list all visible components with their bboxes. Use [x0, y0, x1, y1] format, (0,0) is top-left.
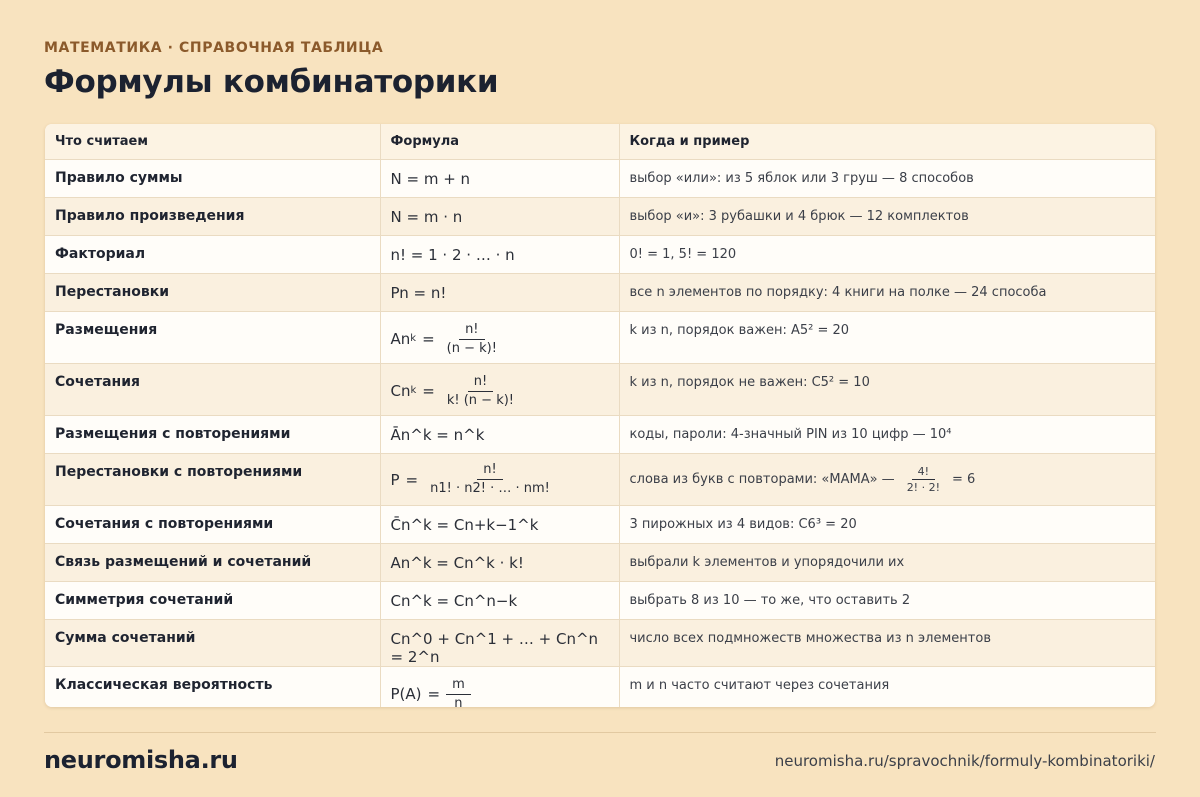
- formula-fraction: [441, 374, 520, 408]
- row-formula: Ān^k = n^k: [380, 416, 619, 454]
- formula-lhs-sup: k: [410, 333, 417, 345]
- row-formula: Cn^0 + Cn^1 + … + Cn^n = 2^n: [380, 620, 619, 667]
- formulas-table: [45, 124, 1155, 707]
- row-example: число всех подмножеств множества из n элементов: [619, 620, 1155, 667]
- row-name: Сумма сочетаний: [45, 620, 380, 667]
- table-header-row: [45, 124, 1155, 160]
- fraction-denominator: 2! · 2!: [906, 481, 940, 494]
- eyebrow-label: МАТЕМАТИКА · СПРАВОЧНАЯ ТАБЛИЦА: [44, 40, 384, 56]
- fraction-numerator: 4!: [912, 465, 935, 480]
- formula-lhs: Cn: [390, 382, 411, 401]
- row-name: Размещения с повторениями: [45, 416, 380, 454]
- row-formula: N = m + n: [380, 160, 619, 198]
- formula-fraction: [441, 322, 503, 356]
- row-name: Перестановки: [45, 274, 380, 312]
- table-row: [45, 454, 1155, 506]
- row-formula: Cn^k = Cn^n−k: [380, 582, 619, 620]
- table-row: [45, 544, 1155, 582]
- row-example: выбрать 8 из 10 — то же, что оставить 2: [619, 582, 1155, 620]
- row-formula: Cn k = $\frac{n!}{k! (n - k)!}$: [380, 364, 619, 416]
- table-row: [45, 364, 1155, 416]
- fraction-denominator: (n − k)!: [446, 340, 497, 356]
- table-row: [45, 667, 1155, 708]
- row-name: Сочетания: [45, 364, 380, 416]
- table-row: [45, 236, 1155, 274]
- fraction-numerator: n!: [459, 322, 484, 340]
- row-name: Факториал: [45, 236, 380, 274]
- table-row: [45, 416, 1155, 454]
- column-header-what: Что считаем: [45, 124, 380, 160]
- footer-divider: [44, 732, 1156, 733]
- row-example: k из n, порядок не важен: C5² = 10: [619, 364, 1155, 416]
- row-example: коды, пароли: 4-значный PIN из 10 цифр — 10⁴: [619, 416, 1155, 454]
- fraction-denominator: n1! · n2! · … · nm!: [430, 481, 550, 496]
- row-name: Симметрия сочетаний: [45, 582, 380, 620]
- fraction-denominator: n: [454, 695, 463, 707]
- table-row: [45, 198, 1155, 236]
- row-example: все n элементов по порядку: 4 книги на полке — 24 способа: [619, 274, 1155, 312]
- row-name: Правило произведения: [45, 198, 380, 236]
- row-formula: P = $\frac{n!}{n1! \cdot n2! \cdot \dots \cdot nm!}$: [380, 454, 619, 506]
- formula-lhs: An: [390, 330, 411, 349]
- example-text: слова из букв с повторами: «МАМА» —: [629, 471, 895, 487]
- column-header-formula: Формула: [380, 124, 619, 160]
- formula-lhs: P: [390, 470, 400, 489]
- formula-lhs-sup: k: [410, 385, 417, 397]
- row-example: выбор «и»: 3 рубашки и 4 брюк — 12 комплектов: [619, 198, 1155, 236]
- row-formula: An k = $\frac{n!}{(n - k)!}$: [380, 312, 619, 364]
- fraction-numerator: n!: [477, 462, 502, 480]
- fraction-denominator: k! (n − k)!: [446, 392, 515, 408]
- row-example: 3 пирожных из 4 видов: C6³ = 20: [619, 506, 1155, 544]
- table-row: [45, 506, 1155, 544]
- row-formula: Pn = n!: [380, 274, 619, 312]
- column-header-when: Когда и пример: [619, 124, 1155, 160]
- row-formula: N = m · n: [380, 198, 619, 236]
- footer-url[interactable]: neuromisha.ru/spravochnik/formuly-kombinatoriki/: [774, 752, 1155, 770]
- row-example: выбор «или»: из 5 яблок или 3 груш — 8 способов: [619, 160, 1155, 198]
- row-formula: C̄n^k = Cn+k−1^k: [380, 506, 619, 544]
- fraction-numerator: m: [446, 677, 471, 695]
- row-example: выбрали k элементов и упорядочили их: [619, 544, 1155, 582]
- fraction-numerator: n!: [468, 374, 493, 392]
- row-example: [619, 454, 1155, 506]
- row-name: Правило суммы: [45, 160, 380, 198]
- row-formula: An^k = Cn^k · k!: [380, 544, 619, 582]
- table-row: [45, 274, 1155, 312]
- table-row: [45, 582, 1155, 620]
- example-fraction: [901, 465, 946, 494]
- row-example: k из n, порядок важен: A5² = 20: [619, 312, 1155, 364]
- row-name: Связь размещений и сочетаний: [45, 544, 380, 582]
- row-example: 0! = 1, 5! = 120: [619, 236, 1155, 274]
- row-name: Перестановки с повторениями: [45, 454, 380, 506]
- row-name: Размещения: [45, 312, 380, 364]
- footer-brand[interactable]: neuromisha.ru: [44, 746, 238, 774]
- example-result: = 6: [952, 471, 976, 487]
- row-example: m и n часто считают через сочетания: [619, 667, 1155, 708]
- formula-fraction: [446, 677, 471, 707]
- formula-lhs: P(A): [390, 685, 422, 704]
- row-name: Сочетания с повторениями: [45, 506, 380, 544]
- row-formula: P(A) = $\frac{m}{n}$: [380, 667, 619, 708]
- table-row: [45, 312, 1155, 364]
- formula-fraction: [424, 462, 556, 496]
- table-row: [45, 160, 1155, 198]
- table-row: [45, 620, 1155, 667]
- row-name: Классическая вероятность: [45, 667, 380, 708]
- page-title: Формулы комбинаторики: [44, 64, 499, 100]
- row-formula: n! = 1 · 2 · … · n: [380, 236, 619, 274]
